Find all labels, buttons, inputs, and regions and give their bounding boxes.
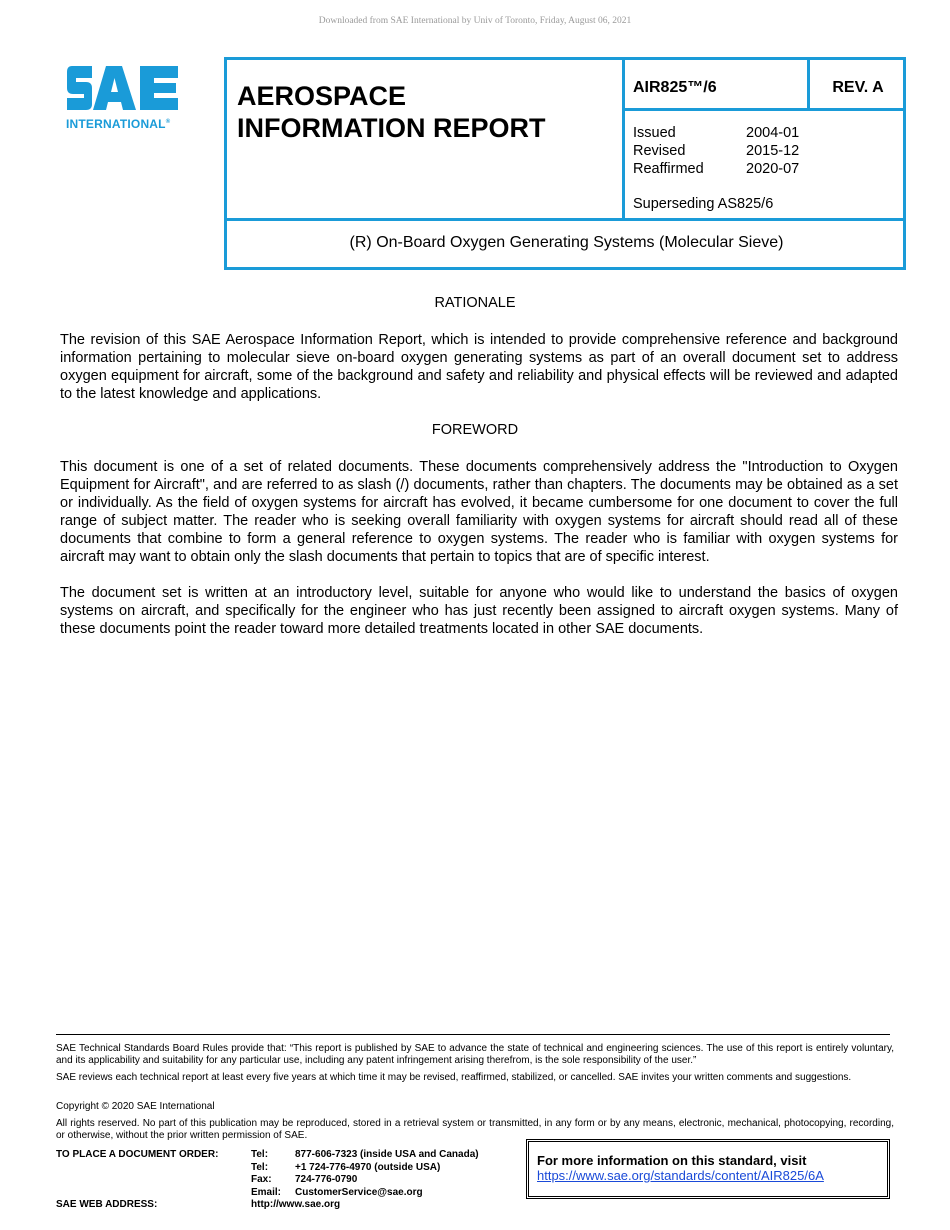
- footer-copyright: Copyright © 2020 SAE International: [56, 1101, 215, 1112]
- document-title: (R) On-Board Oxygen Generating Systems (Molecular Sieve): [349, 234, 784, 251]
- foreword-paragraph-2: The document set is written at an introductory level, suitable for anyone who would like to understand the basics of oxygen systems on aircraft, and specifically for the engineer who has just recently been assigned to aircraft oxygen systems. Many of these documents point the reader toward more detailed treatments located in other SAE documents.: [60, 585, 898, 637]
- date-reaffirmed: Reaffirmed 2020-07: [633, 161, 800, 177]
- download-note: Downloaded from SAE International by Univ of Toronto, Friday, August 06, 2021: [318, 16, 632, 26]
- order-info: TO PLACE A DOCUMENT ORDER: Tel: 877-606-7323 (inside USA and Canada) Tel: +1 724-776-4970 (outside USA) Fax: 724-776-0790 Email: CustomerService@sae.org SAE WEB ADDRESS: http://www.sae.org: [56, 1149, 479, 1210]
- footer-divider: [56, 1034, 890, 1035]
- footer-review: SAE reviews each technical report at least every five years at which time it may be revised, reaffirmed, stabilized, or cancelled. SAE invites your written comments and suggestions.: [56, 1072, 852, 1083]
- document-type: AEROSPACE INFORMATION REPORT: [237, 81, 546, 143]
- foreword-paragraph-1: This document is one of a set of related documents. These documents comprehensively address the "Introduction to Oxygen Equipment for Aircraft", and are referred to as slash (/) documents, rather than chapters. The documents may be obtained as a set or individually. As the field of oxygen systems for aircraft has evolved, it became cumbersome for one document to cover the full range of subject matter. The reader who is seeking overall familiarity with oxygen systems for aircraft should read all of these documents that combine to form a general reference to oxygen systems. The reader who is familiar with oxygen systems for aircraft may want to obtain only the slash documents that pertain to topics that are of specific interest.: [60, 459, 898, 565]
- more-info-title: For more information on this standard, visit: [537, 1153, 807, 1168]
- superseding-note: Superseding AS825/6: [633, 196, 774, 212]
- rationale-heading: RATIONALE: [434, 295, 516, 311]
- footer-rights: All rights reserved. No part of this publication may be reproduced, stored in a retrieval system or transmitted, in any form or by any means, electronic, mechanical, photocopying, recording, or otherwise, without the prior written permission of SAE.: [56, 1118, 894, 1141]
- more-info-box: [526, 1139, 890, 1199]
- rationale-text: The revision of this SAE Aerospace Information Report, which is intended to provide comprehensive reference and background information pertaining to molecular sieve on-board oxygen generating systems as part of an overall document set to address oxygen equipment for aircraft, some of the background and safety and reliability and physical effects will be reviewed and adapted to the latest knowledge and applications.: [60, 332, 898, 402]
- web-address-link[interactable]: http://www.sae.org: [251, 1199, 341, 1210]
- web-label: SAE WEB ADDRESS:: [56, 1199, 158, 1210]
- date-list: [633, 124, 799, 178]
- revision-label: REV. A: [832, 79, 884, 96]
- date-revised: Revised 2015-12: [633, 143, 800, 159]
- footer-rules: SAE Technical Standards Board Rules provide that: “This report is published by SAE to advance the state of technical and engineering sciences. The use of this report is entirely voluntary, and its applicability and suitability for any particular use, including any patent infringement arising therefrom, is the sole responsibility of the user.”: [56, 1043, 894, 1066]
- logo-international: INTERNATIONAL®: [66, 117, 171, 131]
- header-box: [224, 57, 906, 270]
- date-issued: Issued 2004-01: [633, 125, 800, 141]
- foreword-heading: FOREWORD: [431, 422, 519, 438]
- standard-url-link[interactable]: https://www.sae.org/standards/content/AIR825/6A: [537, 1168, 824, 1183]
- document-number: AIR825™/6: [633, 79, 717, 96]
